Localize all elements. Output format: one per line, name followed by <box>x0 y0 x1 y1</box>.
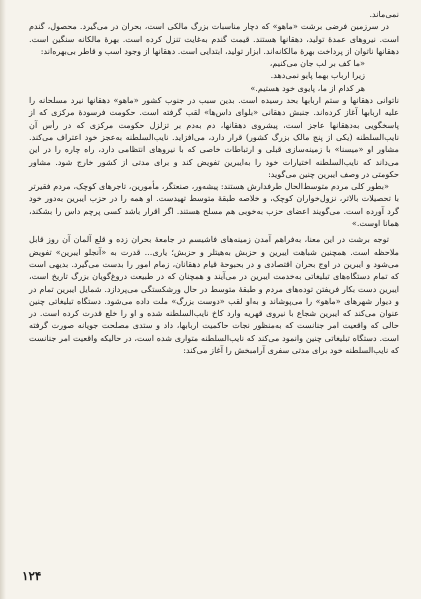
paragraph: ناتوانی دهقانها و ستم اربابها بحد رسیده است. بدین سبب در جنوب کشور «ماهو» دهقانها نیرد مسلحانه را علیه اربابها آغاز کرده‌اند. جنبش دهقانی «بلوای داس‌ها» لقب گرفته است. حکومت فرسودهٔ مرکزی که از پاسخگویی به‌دهقانها عاجز است، پیشروی دهقانها، دم به‌دم بر تزلزل حکومت مرکزی که در رأس آن نایب‌السلطنه (یکی از پنج مالک بزرگ کشور) قرار دارد، می‌افزاید. نایب‌السلطنه به‌عجز خود اعتراف می‌کند. مشاور او «میسنا» با زمینه‌سازی قبلی و ارتباطات خاصی که با نیروهای انتظامی دارد، راه چاره را در این می‌داند که نایب‌السلطنه اختیارات خود را به‌ایبرین تفویض کند و برای مدتی از کشور خارج شود. مشاور حکومتی در وصف ایبرین چنین می‌گوید: <box>29 95 399 179</box>
paragraph: در سرزمین فرضی برشت «ماهو» که دچار مناسبات بزرگ مالکی است، بحران در می‌گیرد. محصول، گندم است. نیروهای عمدهٔ تولید، دهقانها هستند. قیمت گندم به‌غایت تنزل کرده است. بهرهٔ مالکانه سنگین است. دهقانها ناتوان از پرداخت بهرهٔ مالکانه‌اند. ابزار تولید، ابتدایی است. دهقانها از وجود اسب و قاطر بی‌بهره‌اند: <box>29 21 399 56</box>
verse-line: زیرا ارباب بهما پایو نمی‌دهد. <box>270 70 365 81</box>
body-text <box>29 8 399 356</box>
verse-line: هر کدام از ما، پایوی خود هستیم.» <box>250 82 365 93</box>
quote-paragraph: «بطور کلی مردم متوسط‌الحال طرفدارش هستند: پیشه‌ور، صنعتگر، مأمورین، تاجرهای کوچک، مردم فقیرتر با تحصیلات بالاتر، نزول‌خواران کوچک، و خلاصه طبقهٔ متوسط تهیدست. او همه را در حزب ایبرین به‌دور خود گرد آورده است. می‌گویند اعضای حزب به‌خوبی هم مسلح هستند. اگر اقرار باشد کسی پرچم داس را بشکند، همانا اوست.» <box>29 181 399 229</box>
paragraph: نمی‌ماند. <box>369 9 399 19</box>
paragraph: توجه برشت در این معنا، به‌فراهم آمدن زمینه‌های فاشیسم در جامعهٔ بحران زده و قلع آلمان آن روز قابل ملاحظه است. همچنین شباهت ایبرین و حزبش به‌هیتلر و حزبش؛ یاری... قدرت به «آنجلو ایبرین» تفویض می‌شود و ایبرین در اوج بحران اقتصادی و در بحبوحهٔ قیام دهقانان، زمام امور را بدست می‌گیرد. بدیهی است که تمام دستگاه‌های تبلیغاتی به‌خدمت ایبرین در می‌آیند و همچنان که در طبیعت دروغ‌گویان بزرگ تاریخ است، ایبرین دست بکار فریفتن توده‌های مردم و طبقهٔ متوسط در حال ورشکستگی می‌پردازد. شمایل ایبرین تمام در و دیوار شهرهای «ماهو» را می‌پوشاند و به‌او لقب «دوست بزرگ» ملت داده می‌شود. دستگاه تبلیغاتی چنین عنوان می‌کند که ایبرین شجاع با نیروی قهریه وارد کاخ نایب‌السلطنه شده و او را خلع قدرت کرده است. در حالی که واقعیت امر جنانست که به‌منظور نجات حاکمیت اربابها، داد و ستدی مصلحت جویانه صورت گرفته است. دستگاه تبلیغاتی چنین وانمود می‌کند که نایب‌السلطنه متواری شده است، در حالیکه واقعیت امر جنانست که نایب‌السلطنه خود برای مدتی سفری آرامبخش را آغاز می‌کند: <box>29 234 399 356</box>
verse-line: «ما کف بر لب جان می‌کنیم، <box>269 58 365 69</box>
verse-quote <box>29 57 399 94</box>
page-number: ۱۲۴ <box>22 569 42 583</box>
scan-edge <box>0 0 6 599</box>
